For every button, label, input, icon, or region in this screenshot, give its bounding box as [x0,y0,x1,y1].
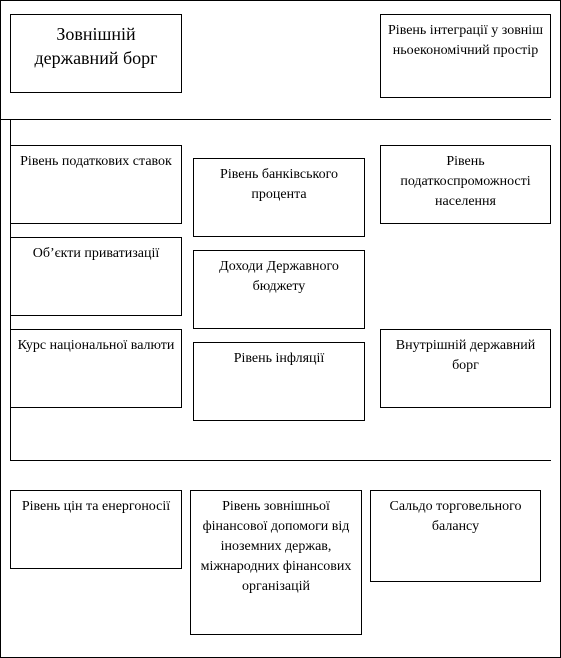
box-tax-rates-label: Рівень податкових ставок [20,154,172,169]
box-trade-balance-label: Сальдо торговельного балансу [389,499,522,534]
box-tax-rates [10,145,182,224]
box-integration-level [380,14,551,98]
box-financial-aid-label: Рівень зовнішньої фінансової допомоги від іноземних держав, міжнародних фінансових організацій [200,499,352,594]
box-external-debt-label: Зовнішній державний борг [34,24,158,68]
box-external-debt [10,14,182,93]
box-integration-level-label: Рівень інтеграції у зовнішньоекономічний простір [388,23,543,58]
box-internal-debt [380,329,551,408]
box-inflation [193,342,365,421]
box-inflation-label: Рівень інфляції [233,351,325,366]
box-bank-interest [193,158,365,237]
box-internal-debt-label: Внутрішній державний борг [395,338,536,373]
box-exchange-rate-label: Курс національної валюти [17,338,175,353]
box-bank-interest-label: Рівень банківського процента [220,167,338,202]
box-energy-prices [10,490,182,569]
box-trade-balance [370,490,541,582]
box-energy-prices-label: Рівень цін та енергоносії [21,499,171,514]
box-privatization-label: Об’єкти приватизації [32,246,160,261]
box-privatization [10,237,182,316]
group-top-line [0,119,551,120]
box-budget-revenue [193,250,365,329]
box-tax-capacity [380,145,551,224]
group-bottom-line [10,460,551,461]
box-tax-capacity-label: Рівень податкоспроможності населення [400,154,531,209]
box-budget-revenue-label: Доходи Державного бюджету [219,259,339,294]
box-exchange-rate [10,329,182,408]
box-financial-aid [190,490,362,635]
